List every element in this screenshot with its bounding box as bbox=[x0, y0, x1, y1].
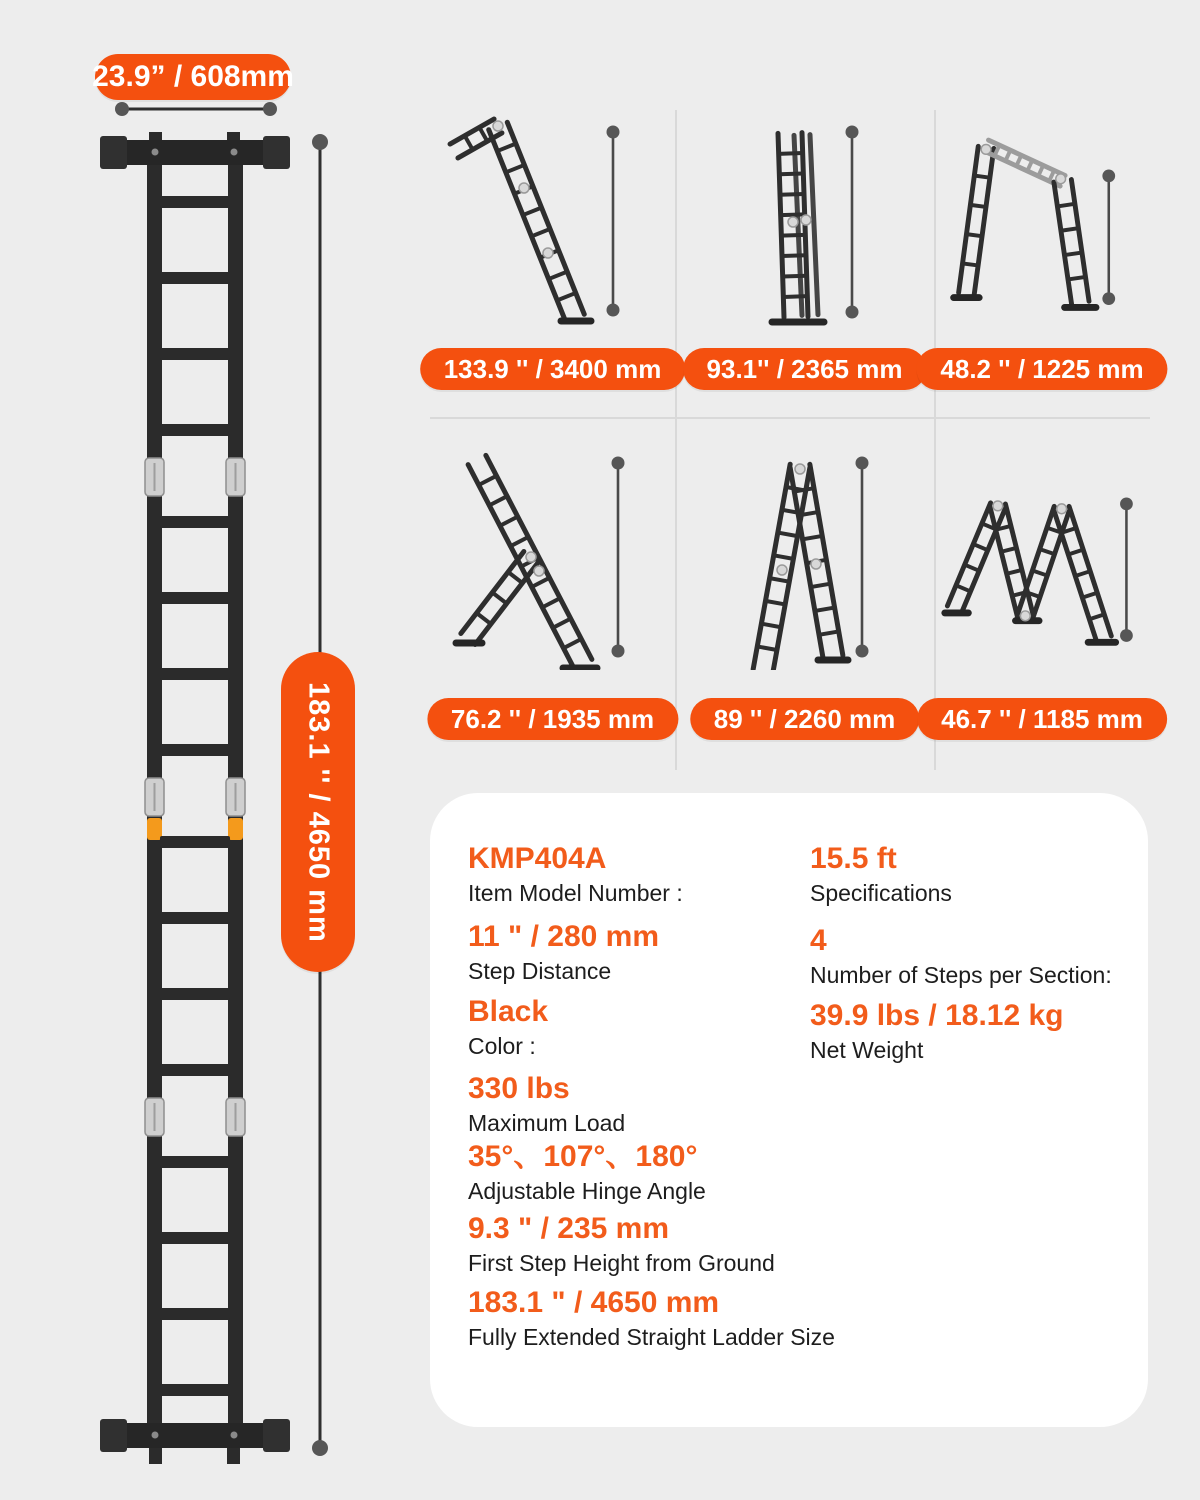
config-cell-stairway-ladder bbox=[430, 417, 675, 770]
config-cell-twin-extension bbox=[675, 110, 934, 417]
spec-label: Specifications bbox=[810, 879, 952, 906]
double-a-frame-illustration bbox=[934, 440, 1150, 666]
spec-label: Item Model Number : bbox=[468, 879, 683, 906]
spec-item-model-number bbox=[468, 843, 683, 906]
config-size-badge: 76.2 '' / 1935 mm bbox=[427, 698, 678, 740]
spec-label: Step Distance bbox=[468, 957, 612, 984]
spec-value: 15.5 ft bbox=[810, 842, 897, 875]
config-cell-extension-ladder bbox=[430, 110, 675, 417]
spec-label: Number of Steps per Section: bbox=[810, 961, 1112, 988]
config-size-badge: 89 '' / 2260 mm bbox=[690, 698, 919, 740]
config-cell-a-frame bbox=[675, 417, 934, 770]
config-cell-scaffold bbox=[934, 110, 1150, 417]
spec-value: 9.3 " / 235 mm bbox=[468, 1212, 670, 1245]
a-frame-ladder-illustration bbox=[700, 440, 920, 670]
stairway-ladder-illustration bbox=[430, 440, 650, 670]
spec-item-color bbox=[468, 996, 548, 1059]
spec-item-step-distance bbox=[468, 921, 659, 984]
spec-item-fully-extended-size bbox=[468, 1287, 835, 1350]
spec-value: 4 bbox=[810, 924, 827, 957]
spec-value: 330 lbs bbox=[468, 1072, 570, 1105]
scaffold-illustration bbox=[934, 110, 1150, 336]
height-dimension-badge: 183.1 '' / 4650 mm bbox=[281, 652, 355, 972]
spec-item-specifications bbox=[810, 843, 952, 906]
straight-ladder-illustration bbox=[100, 132, 290, 1464]
config-cell-double-a-frame bbox=[934, 417, 1150, 770]
spec-label: Color : bbox=[468, 1032, 536, 1059]
spec-label: Net Weight bbox=[810, 1036, 924, 1063]
config-size-badge: 133.9 '' / 3400 mm bbox=[420, 348, 686, 390]
spec-value: 35°、107°、180° bbox=[468, 1140, 698, 1173]
config-size-badge: 48.2 '' / 1225 mm bbox=[916, 348, 1167, 390]
spec-item-net-weight bbox=[810, 1000, 1064, 1063]
spec-label: First Step Height from Ground bbox=[468, 1249, 775, 1276]
spec-label: Fully Extended Straight Ladder Size bbox=[468, 1323, 835, 1350]
spec-item-maximum-load bbox=[468, 1073, 625, 1136]
spec-value: KMP404A bbox=[468, 842, 607, 875]
extension-ladder-illustration bbox=[430, 110, 650, 340]
spec-value: 183.1 " / 4650 mm bbox=[468, 1286, 720, 1319]
config-size-badge: 93.1'' / 2365 mm bbox=[683, 348, 927, 390]
width-dimension-line bbox=[112, 97, 280, 121]
spec-item-hinge-angle bbox=[468, 1141, 706, 1204]
spec-value: Black bbox=[468, 995, 549, 1028]
spec-label: Maximum Load bbox=[468, 1109, 626, 1136]
configuration-grid bbox=[430, 110, 1150, 770]
spec-label: Adjustable Hinge Angle bbox=[468, 1177, 706, 1204]
config-size-badge: 46.7 '' / 1185 mm bbox=[917, 698, 1167, 740]
spec-value: 11 " / 280 mm bbox=[468, 920, 660, 953]
spec-item-steps-per-section bbox=[810, 925, 1112, 988]
twin-extension-ladder-illustration bbox=[700, 110, 920, 340]
spec-item-first-step-height bbox=[468, 1213, 775, 1276]
width-dimension-badge: 23.9” / 608mm bbox=[95, 54, 291, 100]
spec-card bbox=[430, 793, 1148, 1427]
spec-value: 39.9 lbs / 18.12 kg bbox=[810, 999, 1064, 1032]
